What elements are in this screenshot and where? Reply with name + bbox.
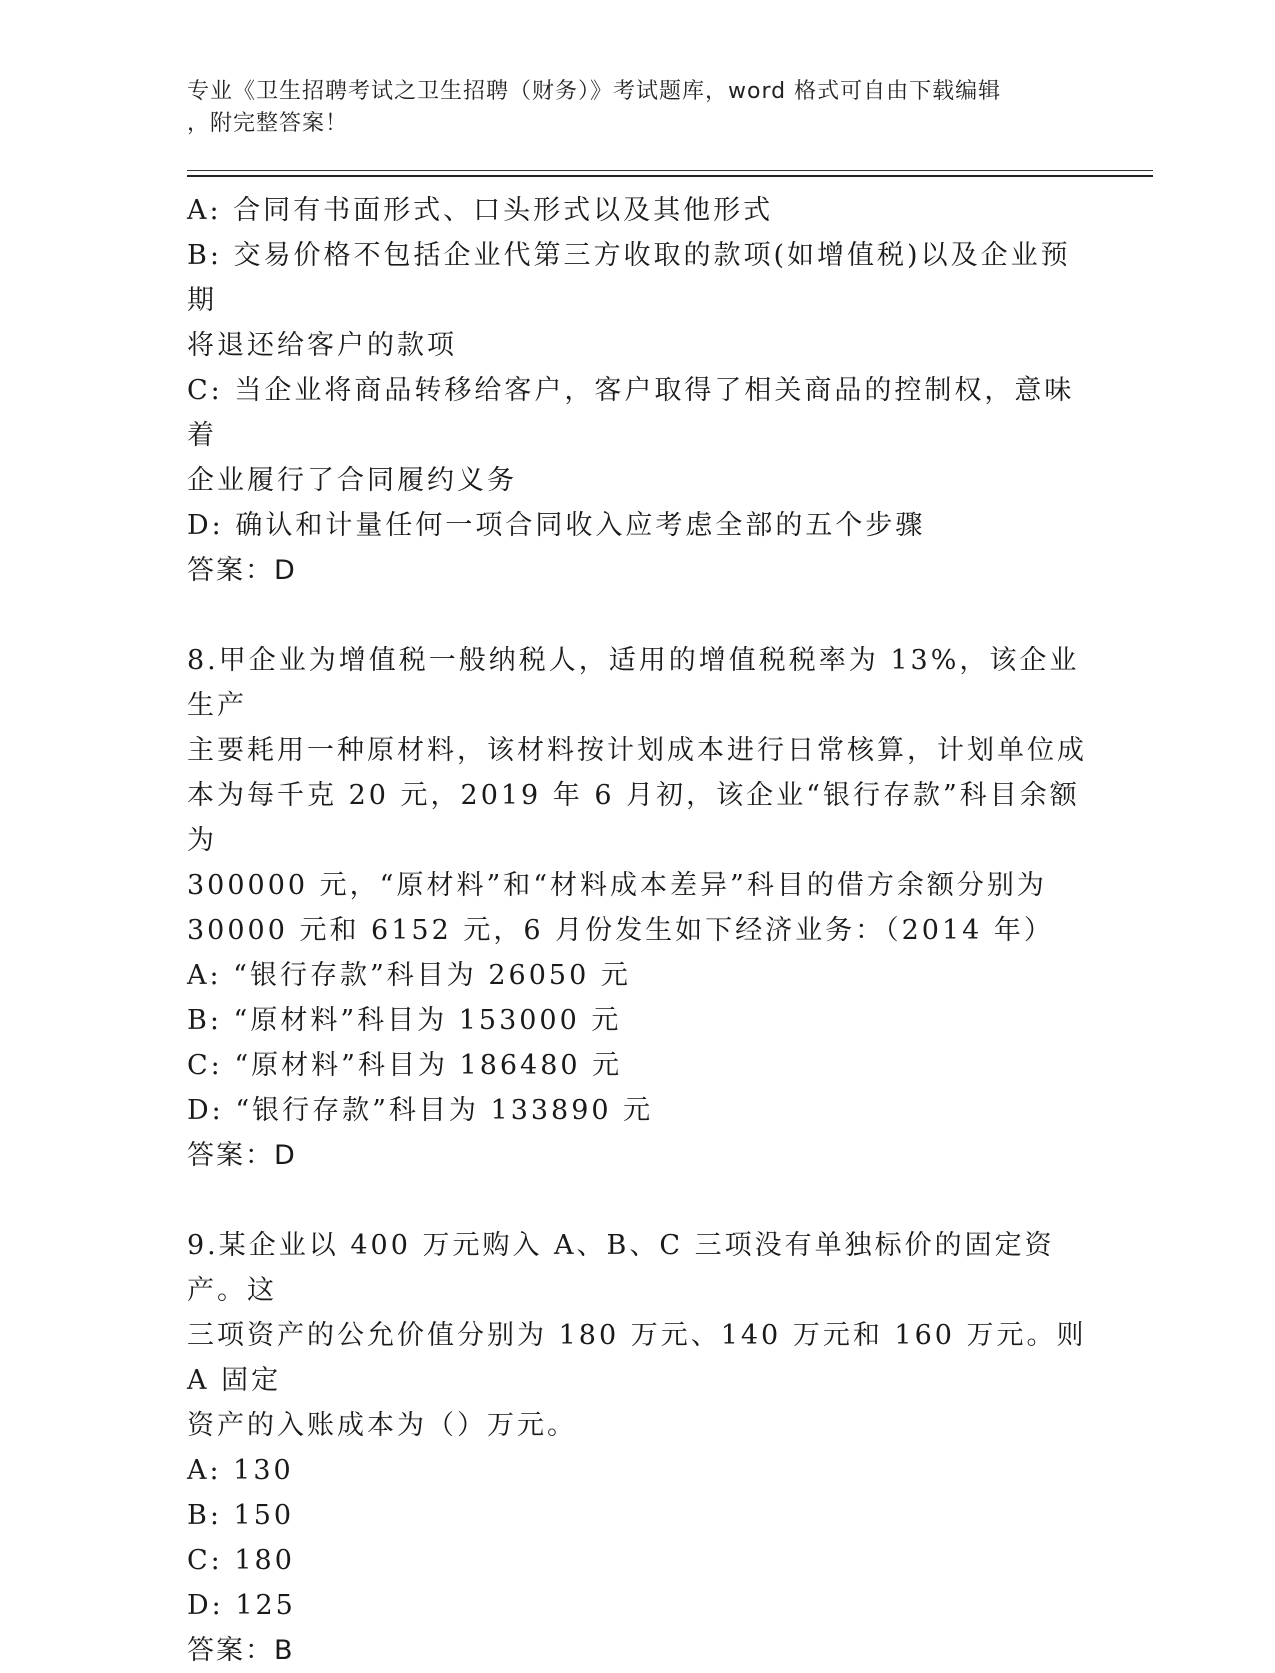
q8-stem-line-2: 主要耗用一种原材料，该材料按计划成本进行日常核算，计划单位成 [187, 735, 1087, 766]
header-line-2: ，附完整答案！ [187, 111, 349, 136]
q8-option-d: D: “银行存款”科目为 133890 元 [187, 1095, 654, 1126]
q8-stem-line-3: 本为每千克 20 元，2019 年 6 月初，该企业“银行存款”科目余额为 [187, 780, 1080, 856]
q7-option-a: A: 合同有书面形式、口头形式以及其他形式 [187, 195, 774, 226]
q8-option-b: B: “原材料”科目为 153000 元 [187, 1005, 622, 1036]
q9-option-a: A: 130 [187, 1455, 294, 1486]
question-content [187, 188, 1099, 1673]
q8-option-c: C: “原材料”科目为 186480 元 [187, 1050, 623, 1081]
question-9 [187, 1223, 1099, 1673]
q9-stem-line-2: 三项资产的公允价值分别为 180 万元、140 万元和 160 万元。则 A 固定 [187, 1320, 1099, 1396]
q8-answer: 答案：D [187, 1140, 297, 1171]
q9-stem-line-3: 资产的入账成本为（）万元。 [187, 1410, 577, 1441]
q9-stem-line-1: 9.某企业以 400 万元购入 A、B、C 三项没有单独标价的固定资产。这 [187, 1230, 1055, 1306]
question-8 [187, 638, 1087, 1178]
header-line-1: 专业《卫生招聘考试之卫生招聘（财务）》考试题库，word 格式可自由下载编辑 [187, 79, 1002, 104]
header-rule-top [187, 170, 1153, 171]
document-header [187, 76, 1067, 140]
question-7 [187, 188, 1087, 593]
q7-option-d: D: 确认和计量任何一项合同收入应考虑全部的五个步骤 [187, 510, 926, 541]
q9-option-d: D: 125 [187, 1590, 296, 1621]
spacer [187, 1178, 1087, 1223]
q9-option-b: B: 150 [187, 1500, 295, 1531]
q9-answer: 答案：B [187, 1635, 295, 1666]
q7-option-b: B: 交易价格不包括企业代第三方收取的款项(如增值税)以及企业预期 [187, 240, 1071, 316]
q8-option-a: A: “银行存款”科目为 26050 元 [187, 960, 631, 991]
q8-stem-line-4: 300000 元，“原材料”和“材料成本差异”科目的借方余额分别为 [187, 870, 1047, 901]
q9-option-c: C: 180 [187, 1545, 295, 1576]
q7-option-c-cont: 企业履行了合同履约义务 [187, 465, 517, 496]
q8-stem-line-1: 8.甲企业为增值税一般纳税人，适用的增值税税率为 13%，该企业生产 [187, 645, 1080, 721]
q8-stem-line-5: 30000 元和 6152 元，6 月份发生如下经济业务：（2014 年） [187, 915, 1054, 946]
spacer [187, 593, 1087, 638]
q7-option-b-cont: 将退还给客户的款项 [187, 330, 457, 361]
header-rule-bottom [187, 175, 1153, 177]
q7-option-c: C: 当企业将商品转移给客户，客户取得了相关商品的控制权，意味着 [187, 375, 1075, 451]
q7-answer: 答案：D [187, 555, 297, 586]
